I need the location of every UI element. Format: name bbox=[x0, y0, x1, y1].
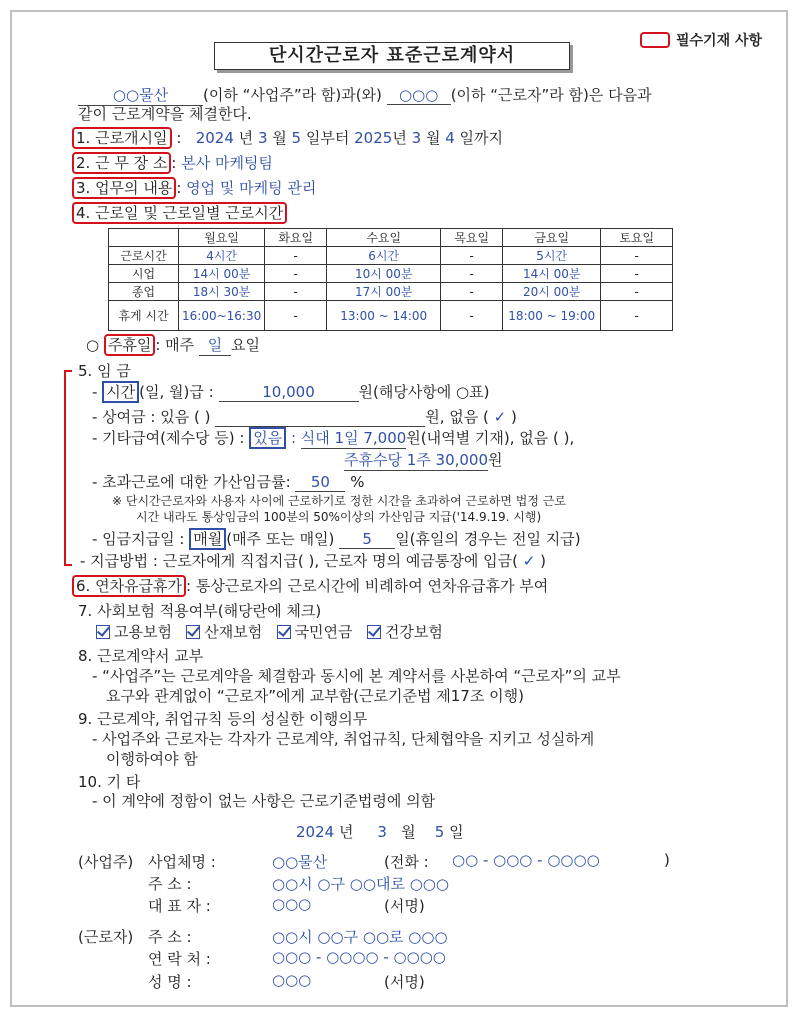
table-row bbox=[109, 283, 673, 301]
table-row bbox=[109, 265, 673, 283]
section-10-label: 10. 기 타 bbox=[78, 773, 141, 791]
worker-sign: (서명) bbox=[384, 973, 425, 991]
section-1-label: 1. 근로개시일 bbox=[72, 127, 172, 149]
section-8-text-1: - “사업주”는 근로계약을 체결함과 동시에 본 계약서를 사본하여 “근로자”의 교부 bbox=[92, 667, 621, 685]
employer-address-value: ○○시 ○구 ○○대로 ○○○ bbox=[272, 875, 449, 893]
method-text-2: ) bbox=[540, 552, 546, 570]
end-month: 3 bbox=[411, 129, 422, 147]
note-line-2: 시간 내라도 통상임금의 100분의 50%이상의 가산임금 지급('14.9.19. 시행) bbox=[136, 510, 542, 524]
employer-phone-value: ○○ - ○○○ - ○○○○ bbox=[452, 851, 600, 869]
method-check-icon: ✓ bbox=[522, 552, 536, 570]
cell: - bbox=[265, 265, 327, 283]
legend-swatch bbox=[640, 32, 670, 48]
start-month: 3 bbox=[257, 129, 268, 147]
checkbox-icon[interactable] bbox=[186, 625, 200, 639]
cell: 18:00 ~ 19:00 bbox=[503, 301, 601, 331]
header-fri: 금요일 bbox=[503, 229, 601, 247]
cell: - bbox=[265, 301, 327, 331]
other-colon: : bbox=[290, 429, 297, 447]
employer-rep-label: 대 표 자 : bbox=[148, 897, 211, 915]
cell: 10시 00분 bbox=[327, 265, 441, 283]
section-2-label: 2. 근 무 장 소 bbox=[72, 152, 171, 174]
cell: 5시간 bbox=[503, 247, 601, 265]
employer-rep-value: ○○○ bbox=[272, 895, 312, 913]
cell: 6시간 bbox=[327, 247, 441, 265]
cell: 17시 00분 bbox=[327, 283, 441, 301]
cell: 4시간 bbox=[179, 247, 265, 265]
schedule-table bbox=[108, 228, 673, 331]
cell: - bbox=[601, 265, 673, 283]
employer-phone-label: (전화 : bbox=[384, 853, 429, 871]
other-pay-row-2 bbox=[344, 449, 503, 471]
payday-text-2: (매주 또는 매일) bbox=[226, 530, 335, 548]
annual-leave-value: 통상근로자의 근로시간에 비례하여 연차유급휴가 부여 bbox=[195, 577, 549, 595]
wage-section-bracket bbox=[64, 370, 72, 566]
schedule-header-row bbox=[109, 229, 673, 247]
table-row bbox=[109, 247, 673, 265]
cell: 16:00~16:30 bbox=[179, 301, 265, 331]
section-3 bbox=[72, 177, 316, 198]
cell: - bbox=[601, 301, 673, 331]
employer-sign: (서명) bbox=[384, 897, 425, 915]
section-8-text-2: 요구와 관계없이 “근로자”에게 교부함(근로기준법 제17조 이행) bbox=[106, 687, 524, 705]
date-year-suffix: 년 bbox=[338, 823, 354, 841]
colon: : bbox=[186, 577, 192, 595]
bonus-row bbox=[92, 406, 517, 427]
worker-address-value: ○○시 ○○구 ○○로 ○○○ bbox=[272, 928, 448, 946]
note-line-1: ※ 단시간근로자와 사용자 사이에 근로하기로 정한 시간을 초과하여 근로하면 법정 근로 bbox=[112, 494, 566, 508]
cell: - bbox=[601, 283, 673, 301]
workplace-value: 본사 마케팅팀 bbox=[181, 154, 273, 172]
cell: - bbox=[265, 283, 327, 301]
other-item-1: 식대 1일 7,000 bbox=[300, 429, 407, 447]
month-suffix-2: 월 bbox=[425, 129, 441, 147]
other-pay-row bbox=[92, 427, 574, 449]
section-10-text-1: - 이 계약에 정함이 없는 사항은 근로기준법령에 의함 bbox=[92, 792, 436, 810]
intro-text-2: (이하 “근로자”라 함)은 다음과 bbox=[450, 86, 652, 104]
overtime-row bbox=[92, 471, 364, 492]
wage-text-2: 원(해당사항에 ○표) bbox=[358, 383, 490, 401]
section-9-text-2: 이행하여야 함 bbox=[106, 750, 198, 768]
worker-role: (근로자) bbox=[78, 928, 134, 946]
wage-row: - 시간 (일, 월)급 : 10,000 원(해당사항에 ○표) bbox=[92, 383, 490, 401]
holiday-text-2: 요일 bbox=[230, 336, 260, 354]
cell: 18시 30분 bbox=[179, 283, 265, 301]
other-text-1: - 기타급여(제수당 등) : bbox=[92, 429, 245, 447]
checkbox-icon[interactable] bbox=[367, 625, 381, 639]
cell: - bbox=[441, 265, 503, 283]
worker-name-value: ○○○ bbox=[272, 971, 312, 989]
payment-method-row bbox=[80, 550, 546, 571]
overtime-text-2: % bbox=[350, 473, 365, 491]
start-year: 2024 bbox=[195, 129, 234, 147]
section-9-text-1: - 사업주와 근로자는 각자가 근로계약, 취업규칙, 단체협약을 지키고 성실하게 bbox=[92, 730, 595, 748]
worker-name: ○○○ bbox=[387, 86, 451, 105]
employer-address-label: 주 소 : bbox=[148, 875, 192, 893]
section-6-label: 6. 연차유급휴가 bbox=[72, 575, 186, 597]
colon: : bbox=[176, 129, 182, 147]
month-suffix: 월 bbox=[272, 129, 287, 147]
insurance-row bbox=[96, 621, 443, 642]
holiday-day: 일 bbox=[199, 334, 231, 356]
payday-text-3: 일(휴일의 경우는 전일 지급) bbox=[395, 530, 581, 548]
cell: - bbox=[441, 301, 503, 331]
cell: 14시 00분 bbox=[503, 265, 601, 283]
employer-role: (사업주) bbox=[78, 853, 134, 871]
holiday-text-1: : 매주 bbox=[155, 336, 195, 354]
date-day-suffix: 일 bbox=[449, 823, 464, 841]
legend-label: 필수기재 사항 bbox=[676, 33, 763, 49]
start-day: 5 bbox=[291, 129, 302, 147]
day-suffix-2: 일까지 bbox=[459, 129, 504, 147]
section-5-label: 5. 임 금 bbox=[78, 362, 131, 380]
other-text-3: 원(내역별 기재), 없음 ( ), bbox=[406, 429, 575, 447]
wage-type: 시간 bbox=[102, 381, 139, 403]
other-yes: 있음 bbox=[249, 427, 286, 449]
row-label: 휴게 시간 bbox=[109, 301, 179, 331]
contract-date bbox=[296, 821, 464, 842]
date-month-suffix: 월 bbox=[401, 823, 416, 841]
cell: 14시 00분 bbox=[179, 265, 265, 283]
header-wed: 수요일 bbox=[327, 229, 441, 247]
payday-type: 매월 bbox=[189, 528, 226, 550]
other-item-2: 주휴수당 1주 30,000 bbox=[344, 451, 489, 469]
end-day: 4 bbox=[445, 129, 455, 147]
day-suffix: 일부터 bbox=[305, 129, 350, 147]
bonus-text-1: - 상여금 : 있음 ( ) bbox=[92, 408, 211, 426]
section-1 bbox=[72, 127, 503, 148]
weekly-holiday bbox=[86, 334, 260, 356]
worker-contact-label: 연 락 처 : bbox=[148, 950, 211, 968]
insurance-pension: 국민연금 bbox=[294, 623, 353, 641]
header-thu: 목요일 bbox=[441, 229, 503, 247]
employer-name: ○○물산 bbox=[78, 84, 203, 106]
row-label: 근로시간 bbox=[109, 247, 179, 265]
payday-text-1: - 임금지급일 : bbox=[92, 530, 185, 548]
date-year: 2024 bbox=[296, 823, 335, 841]
row-label: 시업 bbox=[109, 265, 179, 283]
year-suffix: 년 bbox=[238, 129, 254, 147]
employer-name-label: 사업체명 : bbox=[148, 853, 216, 871]
date-day: 5 bbox=[434, 823, 445, 841]
table-row bbox=[109, 301, 673, 331]
bonus-text-2: 원, 없음 ( bbox=[425, 408, 489, 426]
overtime-value: 50 bbox=[295, 473, 345, 492]
year-suffix-2: 년 bbox=[392, 129, 407, 147]
checkbox-icon[interactable] bbox=[96, 625, 110, 639]
header-mon: 월요일 bbox=[179, 229, 265, 247]
bonus-text-3: ) bbox=[511, 408, 517, 426]
section-6 bbox=[72, 575, 548, 596]
intro-text-1: (이하 “사업주”라 함)과(와) bbox=[203, 86, 382, 104]
section-4 bbox=[72, 202, 287, 223]
cell: - bbox=[265, 247, 327, 265]
section-3-label: 3. 업무의 내용 bbox=[72, 177, 176, 199]
wage-text-1: (일, 월)급 : bbox=[139, 383, 214, 401]
payday-value: 5 bbox=[339, 530, 395, 549]
cell: - bbox=[441, 283, 503, 301]
section-7-label: 7. 사회보험 적용여부(해당란에 체크) bbox=[78, 602, 322, 620]
date-month: 3 bbox=[377, 823, 387, 841]
bonus-check-icon: ✓ bbox=[493, 408, 507, 426]
employer-name-value: ○○물산 bbox=[272, 853, 328, 871]
employer-phone-end: ) bbox=[664, 851, 670, 869]
insurance-employment: 고용보험 bbox=[114, 623, 172, 641]
worker-contact-value: ○○○ - ○○○○ - ○○○○ bbox=[272, 948, 446, 966]
section-2 bbox=[72, 152, 273, 173]
method-text-1: - 지급방법 : 근로자에게 직접지급( ), 근로자 명의 예금통장에 입금( bbox=[80, 552, 518, 570]
cell: 13:00 ~ 14:00 bbox=[327, 301, 441, 331]
wage-value: 10,000 bbox=[219, 383, 359, 402]
cell: 20시 00분 bbox=[503, 283, 601, 301]
header-tue: 화요일 bbox=[265, 229, 327, 247]
section-8-label: 8. 근로계약서 교부 bbox=[78, 647, 204, 665]
document-title: 단시간근로자 표준근로계약서 bbox=[214, 42, 570, 70]
intro-line-2: 같이 근로계약을 체결한다. bbox=[78, 105, 252, 123]
checkbox-icon[interactable] bbox=[277, 625, 291, 639]
colon: : bbox=[176, 179, 182, 197]
colon: : bbox=[171, 154, 177, 172]
worker-name-label: 성 명 : bbox=[148, 973, 192, 991]
section-9-label: 9. 근로계약, 취업규칙 등의 성실한 이행의무 bbox=[78, 710, 368, 728]
job-value: 영업 및 마케팅 관리 bbox=[186, 179, 317, 197]
holiday-label: 주휴일 bbox=[104, 334, 155, 356]
cell: - bbox=[601, 247, 673, 265]
payday-row bbox=[92, 528, 581, 549]
cell: - bbox=[441, 247, 503, 265]
worker-address-label: 주 소 : bbox=[148, 928, 192, 946]
insurance-health: 건강보험 bbox=[384, 623, 443, 641]
legend bbox=[640, 30, 762, 50]
insurance-accident: 산재보험 bbox=[204, 623, 263, 641]
header-sat: 토요일 bbox=[601, 229, 673, 247]
other-text-4: 원 bbox=[488, 451, 503, 469]
section-4-label: 4. 근로일 및 근로일별 근로시간 bbox=[72, 202, 287, 224]
row-label: 종업 bbox=[109, 283, 179, 301]
end-year: 2025 bbox=[354, 129, 393, 147]
header-blank bbox=[109, 229, 179, 247]
overtime-text-1: - 초과근로에 대한 가산임금률: bbox=[92, 473, 291, 491]
bullet: ○ bbox=[86, 336, 100, 354]
